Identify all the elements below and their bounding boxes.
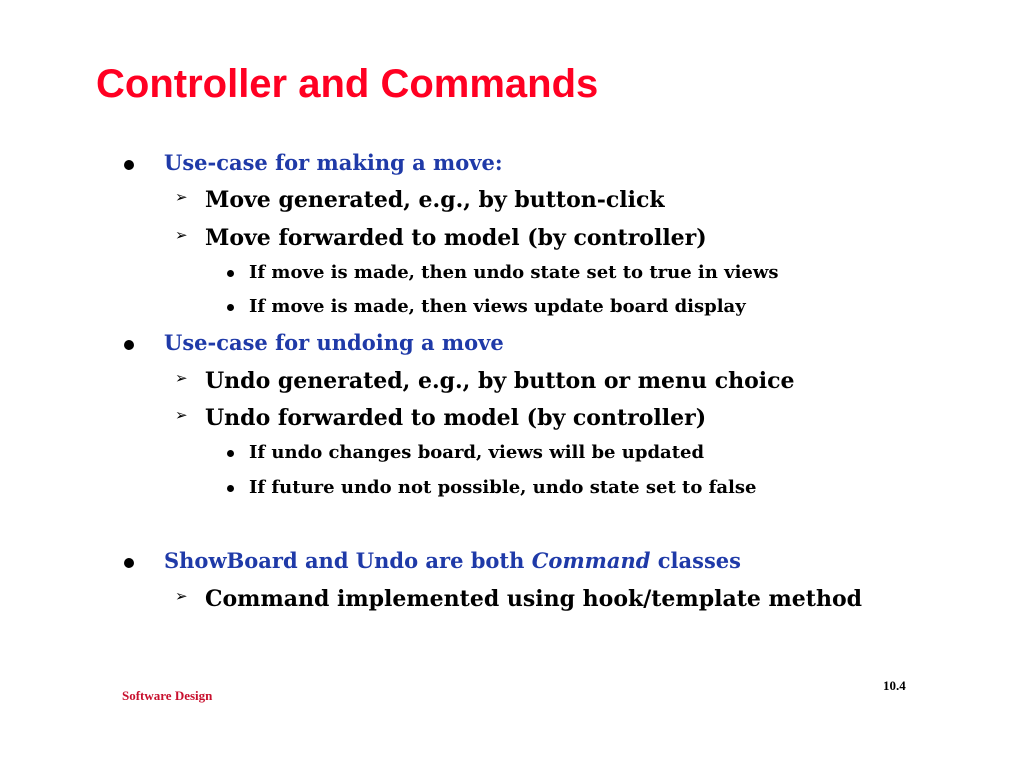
bullet-text: Undo generated, e.g., by button or menu choice: [205, 368, 795, 394]
bullet-text: Use-case for making a move:: [164, 150, 503, 175]
bullet-text: Command implemented using hook/template method: [205, 586, 863, 612]
arrow-bullet-icon: ➢: [175, 188, 188, 206]
bullet-text: If move is made, then undo state set to true in views: [249, 262, 779, 283]
small-bullet-icon: [227, 450, 234, 457]
arrow-bullet-icon: ➢: [175, 226, 188, 244]
bullet-text: If undo changes board, views will be updated: [249, 442, 705, 463]
bullet-text-part: classes: [650, 548, 741, 573]
bullet-text-italic: Command: [531, 548, 651, 573]
bullet-text: Undo forwarded to model (by controller): [205, 405, 707, 431]
bullet-text: If move is made, then views update board display: [249, 296, 746, 317]
bullet-text: Move generated, e.g., by button-click: [205, 187, 665, 213]
footer-page-number: 10.4: [883, 678, 906, 693]
footer-course-name: Software Design: [122, 688, 213, 703]
bullet-text: Use-case for undoing a move: [164, 330, 504, 355]
arrow-bullet-icon: ➢: [175, 587, 188, 605]
small-bullet-icon: [227, 304, 234, 311]
small-bullet-icon: [227, 270, 234, 277]
small-bullet-icon: [227, 485, 234, 492]
arrow-bullet-icon: ➢: [175, 406, 188, 424]
slide-title: Controller and Commands: [96, 62, 599, 106]
bullet-dot-icon: [124, 558, 134, 568]
bullet-dot-icon: [124, 340, 134, 350]
bullet-text: [164, 548, 741, 573]
bullet-text-part: ShowBoard and Undo are both: [164, 548, 532, 573]
bullet-text: Move forwarded to model (by controller): [205, 225, 707, 251]
bullet-text: If future undo not possible, undo state set to false: [249, 477, 757, 498]
arrow-bullet-icon: ➢: [175, 369, 188, 387]
bullet-dot-icon: [124, 160, 134, 170]
